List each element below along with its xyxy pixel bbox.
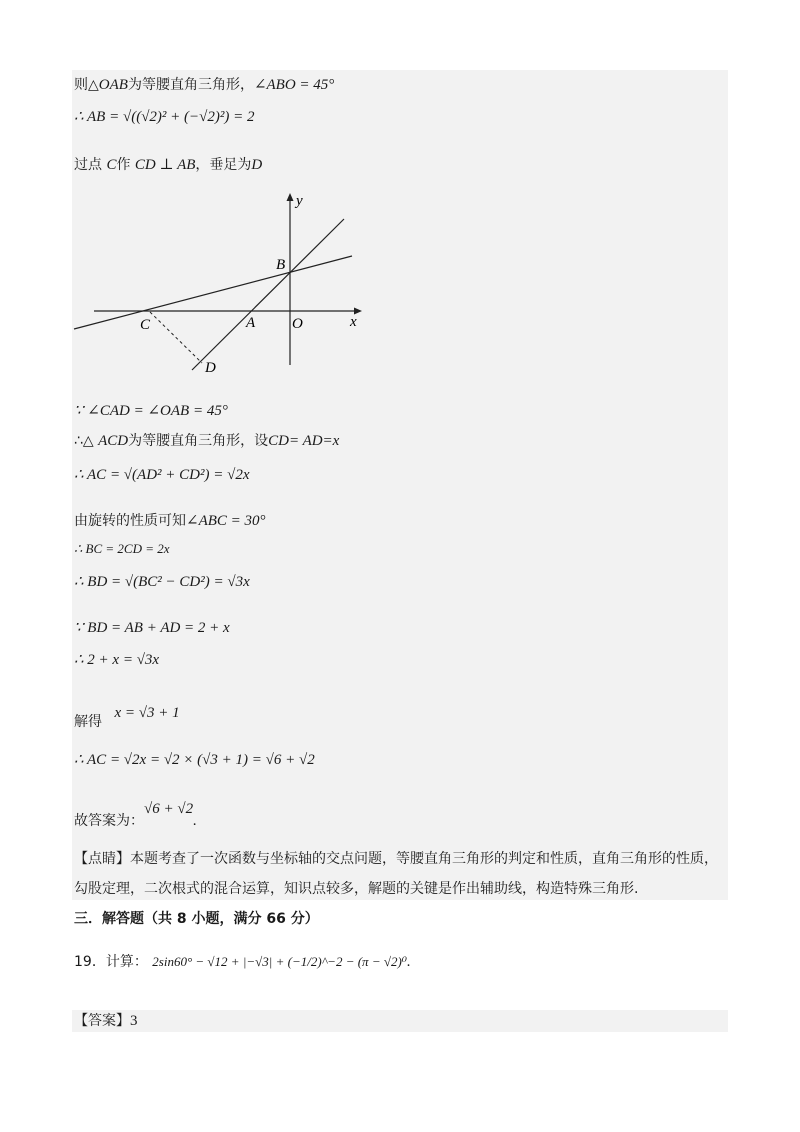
math: ∴ AC = √(AD² + CD²) = √2x	[74, 467, 250, 483]
math: ∠ABC = 30°	[186, 513, 266, 529]
math: ∴ AC = √2x = √2 × (√3 + 1) = √6 + √2	[74, 752, 315, 768]
math: CD= AD=x	[268, 433, 340, 449]
text: 为等腰直角三角形，	[127, 77, 254, 93]
comment-line-2	[74, 880, 638, 898]
solution-line-7	[74, 512, 266, 530]
math: ∴ 2 + x = √3x	[74, 652, 160, 668]
solution-line-4	[74, 402, 228, 420]
line-bc	[74, 256, 352, 329]
solution-line-13	[74, 751, 315, 769]
label-c: C	[140, 317, 151, 333]
question-19	[74, 953, 411, 971]
text: 过点	[74, 157, 102, 173]
text: 三．解答题（共 8 小题，满分 66 分）	[74, 911, 319, 927]
text: 故答案为：	[74, 813, 144, 829]
math: .	[407, 954, 411, 970]
figure-svg	[72, 183, 378, 379]
text: 本题考查了一次函数与坐标轴的交点问题，等腰直角三角形的判定和性质，直角三角形的性质，	[130, 851, 718, 867]
label-x: x	[350, 314, 357, 330]
label-b: B	[276, 257, 286, 273]
solution-line-3	[74, 156, 262, 174]
label-o: O	[292, 316, 303, 332]
math: 2sin60° − √12 + |−√3| + (−1/2)^−2 − (π − √2)⁰	[152, 954, 408, 969]
line-ab	[192, 219, 344, 370]
solution-line-6	[74, 466, 250, 484]
comment-line-1	[74, 850, 718, 868]
solution-line-14	[74, 800, 197, 829]
coordinate-figure	[72, 183, 378, 379]
question-label: 19．计算：	[74, 954, 148, 970]
label-d: D	[205, 360, 216, 376]
text: 勾股定理，二次根式的混合运算，知识点较多，解题的关键是作出辅助线，构造特殊三角形.	[74, 881, 639, 897]
math: ∴ BC = 2CD = 2x	[74, 541, 170, 556]
comment-tag: 【点睛】	[74, 851, 130, 867]
math: ∴ BD = √(BC² − CD²) = √3x	[74, 574, 250, 590]
text: 由旋转的性质可知	[74, 513, 186, 529]
answer-tag: 【答案】	[74, 1013, 130, 1029]
label-y: y	[296, 193, 303, 209]
math: √6 + √2	[144, 801, 194, 817]
math: .	[193, 813, 197, 829]
math: ∴ AB = √((√2)² + (−√2)²) = 2	[74, 109, 255, 125]
math: OAB	[98, 77, 128, 93]
text: 作	[116, 157, 131, 173]
math: ∵ BD = AB + AD = 2 + x	[74, 620, 230, 636]
solution-line-12	[74, 704, 180, 730]
math: ∵ ∠CAD = ∠OAB = 45°	[74, 403, 228, 419]
answer-line	[74, 1012, 138, 1030]
solution-line-1	[74, 76, 334, 94]
text: 解得	[74, 714, 102, 730]
solution-line-8	[74, 540, 170, 558]
solution-line-11	[74, 651, 159, 669]
y-axis-arrow	[287, 193, 294, 201]
answer-value: 3	[130, 1013, 138, 1029]
math: C	[106, 157, 117, 173]
label-a: A	[246, 315, 256, 331]
math: x = √3 + 1	[114, 705, 180, 721]
answer-shade	[72, 1010, 728, 1032]
text: ∴△	[74, 433, 99, 449]
text: ，垂足为	[195, 157, 252, 173]
math: ∠ABO = 45°	[253, 77, 335, 93]
solution-line-9	[74, 573, 250, 591]
solution-line-10	[74, 619, 230, 637]
text: 为等腰直角三角形，设	[128, 433, 269, 449]
math: CD ⊥ AB	[134, 157, 196, 173]
math: ACD	[98, 433, 129, 449]
solution-line-5	[74, 432, 339, 450]
segment-cd	[150, 312, 202, 363]
text: 则△	[74, 77, 99, 93]
math: D	[251, 157, 263, 173]
solution-line-2	[74, 108, 255, 126]
section-title	[74, 910, 319, 928]
